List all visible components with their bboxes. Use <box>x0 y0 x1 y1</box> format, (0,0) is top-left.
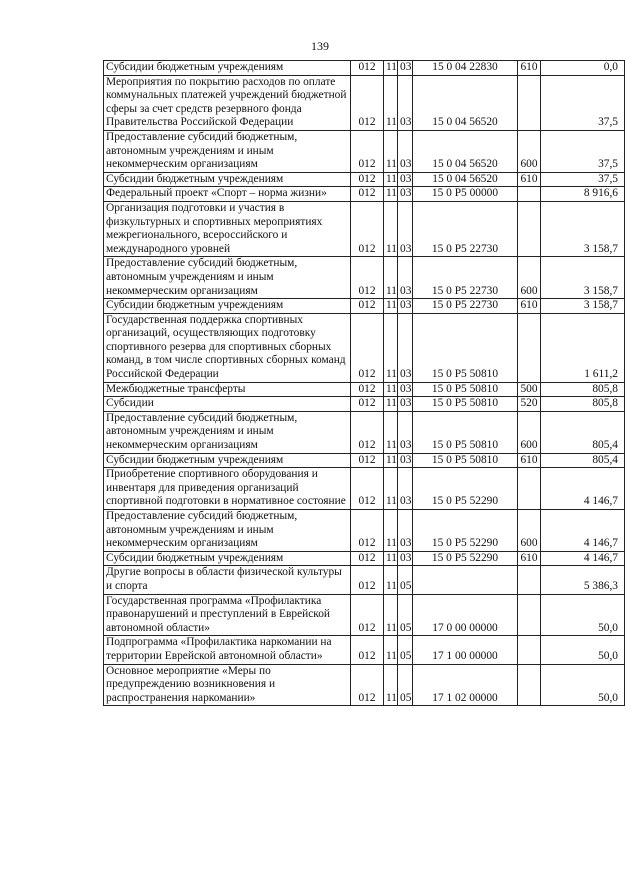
row-section-code: 11 <box>384 636 398 664</box>
row-amount: 3 158,7 <box>541 257 625 299</box>
row-target-code: 15 0 04 22830 <box>413 61 518 76</box>
row-ved-code: 012 <box>351 299 384 314</box>
row-expense-type-code: 600 <box>518 510 541 552</box>
row-section-code: 11 <box>384 313 398 382</box>
budget-table <box>103 60 625 706</box>
row-ved-code: 012 <box>351 453 384 468</box>
row-target-code: 15 0 04 56520 <box>413 130 518 172</box>
row-name: Федеральный проект «Спорт – норма жизни» <box>104 187 351 202</box>
row-section-code: 11 <box>384 201 398 256</box>
row-amount: 37,5 <box>541 172 625 187</box>
row-name: Субсидии бюджетным учреждениям <box>104 61 351 76</box>
row-expense-type-code <box>518 201 541 256</box>
row-amount: 0,0 <box>541 61 625 76</box>
row-target-code: 15 0 04 56520 <box>413 75 518 130</box>
row-section-code: 11 <box>384 411 398 453</box>
row-name: Предоставление субсидий бюджетным, автономным учреждениям и иным некоммерческим организациям <box>104 130 351 172</box>
row-target-code: 15 0 P5 50810 <box>413 411 518 453</box>
row-expense-type-code <box>518 664 541 706</box>
row-subsection-code: 03 <box>398 130 413 172</box>
row-target-code: 17 0 00 00000 <box>413 594 518 636</box>
table-row <box>104 397 625 412</box>
row-section-code: 11 <box>384 172 398 187</box>
row-subsection-code: 05 <box>398 566 413 594</box>
row-name: Мероприятия по покрытию расходов по оплате коммунальных платежей учреждений бюджетной сферы за счет средств резервного фонда Правительства Российской Федерации <box>104 75 351 130</box>
row-section-code: 11 <box>384 130 398 172</box>
row-subsection-code: 03 <box>398 257 413 299</box>
row-name: Приобретение спортивного оборудования и инвентаря для приведения организаций спортивной подготовки в нормативное состояние <box>104 468 351 510</box>
row-target-code: 15 0 P5 22730 <box>413 257 518 299</box>
row-amount: 37,5 <box>541 130 625 172</box>
row-ved-code: 012 <box>351 130 384 172</box>
row-target-code: 15 0 P5 50810 <box>413 382 518 397</box>
row-ved-code: 012 <box>351 313 384 382</box>
table-row <box>104 594 625 636</box>
row-name: Государственная программа «Профилактика правонарушений и преступлений в Еврейской автономной области» <box>104 594 351 636</box>
table-row <box>104 453 625 468</box>
table-row <box>104 636 625 664</box>
row-name: Предоставление субсидий бюджетным, автономным учреждениям и иным некоммерческим организациям <box>104 411 351 453</box>
row-name: Другие вопросы в области физической культуры и спорта <box>104 566 351 594</box>
table-row <box>104 130 625 172</box>
row-amount: 4 146,7 <box>541 468 625 510</box>
row-subsection-code: 03 <box>398 411 413 453</box>
row-amount: 4 146,7 <box>541 551 625 566</box>
row-subsection-code: 03 <box>398 453 413 468</box>
row-section-code: 11 <box>384 382 398 397</box>
row-amount: 805,4 <box>541 453 625 468</box>
table-row <box>104 468 625 510</box>
row-amount: 805,4 <box>541 411 625 453</box>
row-name: Основное мероприятие «Меры по предупреждению возникновения и распространения наркомании» <box>104 664 351 706</box>
row-section-code: 11 <box>384 468 398 510</box>
row-section-code: 11 <box>384 75 398 130</box>
row-target-code: 15 0 P5 22730 <box>413 299 518 314</box>
row-section-code: 11 <box>384 551 398 566</box>
table-row <box>104 551 625 566</box>
row-expense-type-code <box>518 468 541 510</box>
row-target-code: 15 0 04 56520 <box>413 172 518 187</box>
row-expense-type-code: 610 <box>518 453 541 468</box>
row-expense-type-code: 600 <box>518 411 541 453</box>
row-ved-code: 012 <box>351 172 384 187</box>
row-section-code: 11 <box>384 453 398 468</box>
row-amount: 50,0 <box>541 594 625 636</box>
row-ved-code: 012 <box>351 594 384 636</box>
table-row <box>104 187 625 202</box>
table-row <box>104 61 625 76</box>
table-row <box>104 382 625 397</box>
row-section-code: 11 <box>384 510 398 552</box>
row-ved-code: 012 <box>351 468 384 510</box>
row-expense-type-code: 610 <box>518 172 541 187</box>
row-subsection-code: 03 <box>398 75 413 130</box>
row-subsection-code: 03 <box>398 468 413 510</box>
row-expense-type-code <box>518 187 541 202</box>
row-ved-code: 012 <box>351 61 384 76</box>
table-body <box>104 61 625 706</box>
table-row <box>104 510 625 552</box>
row-name: Субсидии бюджетным учреждениям <box>104 172 351 187</box>
row-ved-code: 012 <box>351 510 384 552</box>
row-expense-type-code: 600 <box>518 257 541 299</box>
row-name: Субсидии бюджетным учреждениям <box>104 453 351 468</box>
row-subsection-code: 03 <box>398 382 413 397</box>
page-number: 139 <box>311 39 329 53</box>
row-target-code: 15 0 P5 50810 <box>413 397 518 412</box>
row-section-code: 11 <box>384 257 398 299</box>
row-amount: 5 386,3 <box>541 566 625 594</box>
row-ved-code: 012 <box>351 75 384 130</box>
row-name: Субсидии бюджетным учреждениям <box>104 299 351 314</box>
row-target-code: 15 0 P5 50810 <box>413 453 518 468</box>
table-row <box>104 201 625 256</box>
row-expense-type-code: 600 <box>518 130 541 172</box>
row-name: Субсидии <box>104 397 351 412</box>
table-row <box>104 75 625 130</box>
row-section-code: 11 <box>384 664 398 706</box>
row-amount: 3 158,7 <box>541 201 625 256</box>
row-expense-type-code <box>518 636 541 664</box>
row-name: Предоставление субсидий бюджетным, автономным учреждениям и иным некоммерческим организациям <box>104 257 351 299</box>
row-target-code: 15 0 P5 52290 <box>413 468 518 510</box>
row-subsection-code: 03 <box>398 299 413 314</box>
row-ved-code: 012 <box>351 257 384 299</box>
row-section-code: 11 <box>384 187 398 202</box>
row-subsection-code: 03 <box>398 313 413 382</box>
row-name: Государственная поддержка спортивных организаций, осуществляющих подготовку спортивного резерва для спортивных сборных команд, в том числе спортивных сборных команд Российской Федерации <box>104 313 351 382</box>
row-name: Предоставление субсидий бюджетным, автономным учреждениям и иным некоммерческим организациям <box>104 510 351 552</box>
row-expense-type-code: 610 <box>518 299 541 314</box>
row-ved-code: 012 <box>351 664 384 706</box>
row-subsection-code: 05 <box>398 594 413 636</box>
row-section-code: 11 <box>384 594 398 636</box>
row-amount: 3 158,7 <box>541 299 625 314</box>
row-expense-type-code: 500 <box>518 382 541 397</box>
row-target-code: 15 0 P5 52290 <box>413 510 518 552</box>
row-expense-type-code: 520 <box>518 397 541 412</box>
row-subsection-code: 03 <box>398 61 413 76</box>
row-name: Организация подготовки и участия в физкультурных и спортивных мероприятиях межрегионального, всероссийского и международного уровней <box>104 201 351 256</box>
row-target-code: 17 1 02 00000 <box>413 664 518 706</box>
row-expense-type-code <box>518 313 541 382</box>
row-subsection-code: 03 <box>398 397 413 412</box>
row-section-code: 11 <box>384 61 398 76</box>
row-name: Субсидии бюджетным учреждениям <box>104 551 351 566</box>
row-target-code: 15 0 P5 22730 <box>413 201 518 256</box>
row-ved-code: 012 <box>351 187 384 202</box>
row-name: Подпрограмма «Профилактика наркомании на территории Еврейской автономной области» <box>104 636 351 664</box>
row-ved-code: 012 <box>351 636 384 664</box>
row-subsection-code: 05 <box>398 636 413 664</box>
row-section-code: 11 <box>384 397 398 412</box>
row-subsection-code: 03 <box>398 551 413 566</box>
row-subsection-code: 03 <box>398 172 413 187</box>
row-target-code: 15 0 P5 00000 <box>413 187 518 202</box>
row-ved-code: 012 <box>351 397 384 412</box>
row-section-code: 11 <box>384 299 398 314</box>
row-expense-type-code: 610 <box>518 61 541 76</box>
row-amount: 1 611,2 <box>541 313 625 382</box>
row-name: Межбюджетные трансферты <box>104 382 351 397</box>
row-amount: 8 916,6 <box>541 187 625 202</box>
row-amount: 805,8 <box>541 397 625 412</box>
row-ved-code: 012 <box>351 551 384 566</box>
row-amount: 37,5 <box>541 75 625 130</box>
table-row <box>104 664 625 706</box>
row-target-code <box>413 566 518 594</box>
row-ved-code: 012 <box>351 411 384 453</box>
table-row <box>104 566 625 594</box>
row-subsection-code: 03 <box>398 201 413 256</box>
row-expense-type-code: 610 <box>518 551 541 566</box>
row-expense-type-code <box>518 75 541 130</box>
table-row <box>104 172 625 187</box>
row-subsection-code: 03 <box>398 187 413 202</box>
row-amount: 50,0 <box>541 636 625 664</box>
row-amount: 805,8 <box>541 382 625 397</box>
row-target-code: 15 0 P5 50810 <box>413 313 518 382</box>
row-ved-code: 012 <box>351 566 384 594</box>
row-ved-code: 012 <box>351 382 384 397</box>
row-target-code: 15 0 P5 52290 <box>413 551 518 566</box>
table-row <box>104 411 625 453</box>
row-expense-type-code <box>518 566 541 594</box>
row-subsection-code: 05 <box>398 664 413 706</box>
row-amount: 50,0 <box>541 664 625 706</box>
row-ved-code: 012 <box>351 201 384 256</box>
row-expense-type-code <box>518 594 541 636</box>
row-target-code: 17 1 00 00000 <box>413 636 518 664</box>
table-row <box>104 299 625 314</box>
row-subsection-code: 03 <box>398 510 413 552</box>
table-row <box>104 257 625 299</box>
table-row <box>104 313 625 382</box>
row-section-code: 11 <box>384 566 398 594</box>
row-amount: 4 146,7 <box>541 510 625 552</box>
